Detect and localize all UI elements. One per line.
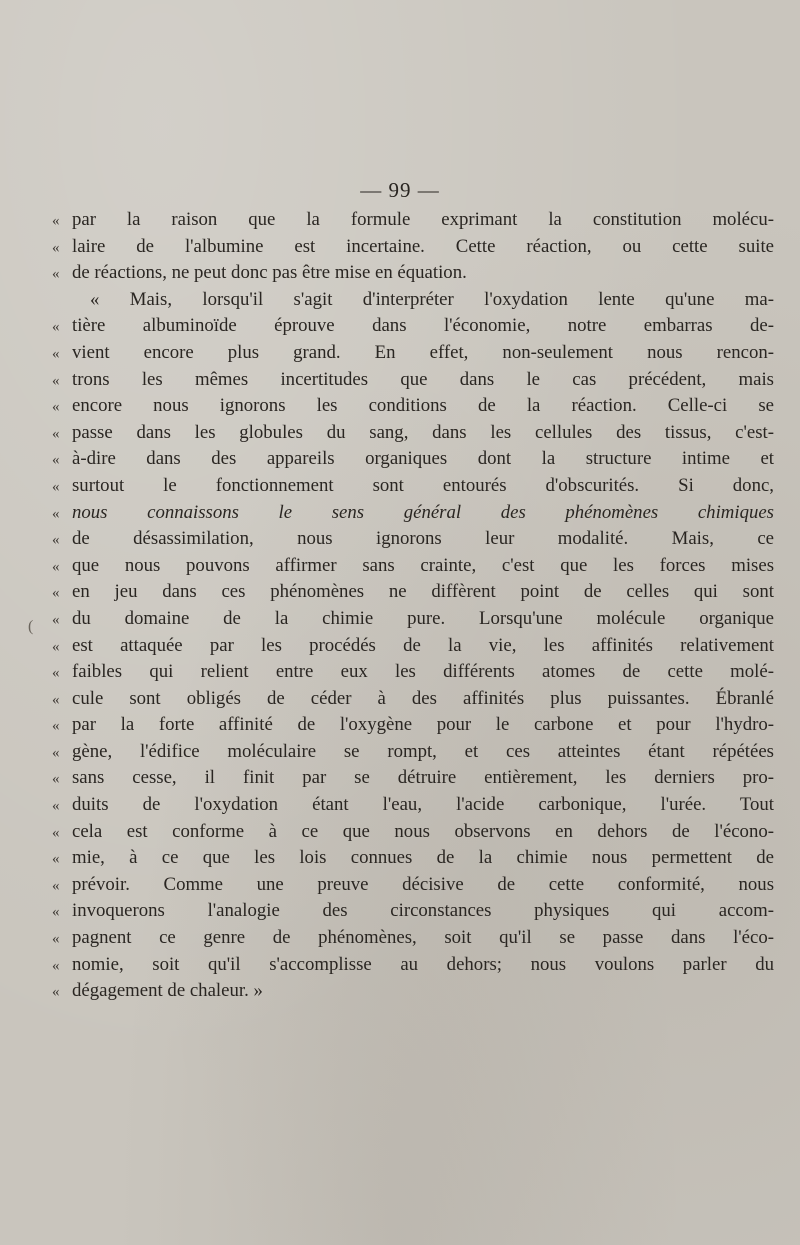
quote-mark: « <box>52 771 60 788</box>
line-text: nous connaissons le sens général des phénomènes chimiques <box>72 501 774 523</box>
quote-mark: « <box>52 665 60 682</box>
text-line <box>52 260 774 287</box>
text-line <box>52 925 774 952</box>
line-text: surtout le fonctionnement sont entourés d'obscurités. Si donc, <box>72 474 774 496</box>
line-text: encore nous ignorons les conditions de la réaction. Celle-ci se <box>72 395 774 417</box>
text-line <box>52 393 774 420</box>
text-line <box>52 978 774 1005</box>
line-text: prévoir. Comme une preuve décisive de cette conformité, nous <box>72 873 774 895</box>
line-text: de réactions, ne peut donc pas être mise en équation. <box>72 262 467 284</box>
line-text: invoquerons l'analogie des circonstances physiques qui accom- <box>72 900 774 922</box>
text-line <box>52 765 774 792</box>
quote-mark: « <box>52 638 60 655</box>
line-text: cule sont obligés de céder à des affinités plus puissantes. Ébranlé <box>72 687 774 709</box>
text-line <box>52 898 774 925</box>
text-line <box>52 845 774 872</box>
line-text: faibles qui relient entre eux les différents atomes de cette molé- <box>72 661 774 683</box>
quote-mark: « <box>52 957 60 974</box>
line-text: nomie, soit qu'il s'accomplisse au dehors; nous voulons parler du <box>72 953 774 975</box>
text-line <box>52 473 774 500</box>
margin-mark: ( <box>28 618 34 635</box>
text-line <box>52 367 774 394</box>
line-text: en jeu dans ces phénomènes ne diffèrent point de celles qui sont <box>72 581 774 603</box>
line-text: duits de l'oxydation étant l'eau, l'acide carbonique, l'urée. Tout <box>72 794 774 816</box>
line-text: vient encore plus grand. En effet, non-seulement nous rencon- <box>72 341 774 363</box>
line-text: cela est conforme à ce que nous observons en dehors de l'écono- <box>72 820 774 842</box>
text-line <box>52 659 774 686</box>
quote-mark: « <box>52 266 60 283</box>
quote-mark: « <box>52 931 60 948</box>
line-text: du domaine de la chimie pure. Lorsqu'une molécule organique <box>72 607 774 629</box>
text-line <box>52 686 774 713</box>
text-line <box>52 500 774 527</box>
text-line <box>52 420 774 447</box>
text-line <box>52 606 774 633</box>
quote-mark: « <box>52 452 60 469</box>
text-line <box>52 553 774 580</box>
quote-mark: « <box>52 691 60 708</box>
quote-mark: « <box>52 718 60 735</box>
quote-mark: « <box>52 744 60 761</box>
text-line <box>52 819 774 846</box>
text-line <box>52 579 774 606</box>
text-line <box>52 446 774 473</box>
line-text: par la raison que la formule exprimant la constitution molécu- <box>72 209 774 230</box>
quote-mark: « <box>52 611 60 628</box>
line-text: que nous pouvons affirmer sans crainte, c'est que les forces mises <box>72 554 774 576</box>
text-line <box>52 712 774 739</box>
quote-mark: « <box>52 239 60 256</box>
quote-mark: « <box>52 478 60 495</box>
quote-mark: « <box>52 558 60 575</box>
line-text: trons les mêmes incertitudes que dans le cas précédent, mais <box>72 368 774 390</box>
quote-mark: « <box>52 798 60 815</box>
text-line <box>52 340 774 367</box>
quote-mark: « <box>52 824 60 841</box>
text-line <box>52 287 774 314</box>
line-text: gène, l'édifice moléculaire se rompt, et ces atteintes étant répétées <box>72 740 774 762</box>
text-line <box>52 526 774 553</box>
text-line <box>52 872 774 899</box>
quote-mark: « <box>52 319 60 336</box>
line-text: laire de l'albumine est incertaine. Cette réaction, ou cette suite <box>72 235 774 257</box>
quote-mark: « <box>52 532 60 549</box>
line-text: par la forte affinité de l'oxygène pour le carbone et pour l'hydro- <box>72 714 774 736</box>
line-text: tière albuminoïde éprouve dans l'économie, notre embarras de- <box>72 315 774 337</box>
quote-mark: « <box>52 505 60 522</box>
text-line <box>52 792 774 819</box>
line-text: de désassimilation, nous ignorons leur modalité. Mais, ce <box>72 528 774 550</box>
line-text: est attaquée par les procédés de la vie, les affinités relativement <box>72 634 774 656</box>
quote-mark: « <box>52 877 60 894</box>
line-text: mie, à ce que les lois connues de la chimie nous permettent de <box>72 847 774 869</box>
quote-mark: « <box>52 904 60 921</box>
line-text: « Mais, lorsqu'il s'agit d'interpréter l'oxydation lente qu'une ma- <box>90 288 774 310</box>
text-line <box>52 952 774 979</box>
quote-mark: « <box>52 213 60 229</box>
line-text: sans cesse, il finit par se détruire entièrement, les derniers pro- <box>72 767 774 789</box>
line-text: à-dire dans des appareils organiques dont la structure intime et <box>72 448 774 470</box>
quote-mark: « <box>52 984 60 1001</box>
text-line <box>52 739 774 766</box>
text-line <box>52 234 774 261</box>
body-text <box>52 207 774 1005</box>
quote-mark: « <box>52 372 60 389</box>
text-line <box>52 207 774 234</box>
text-line <box>52 313 774 340</box>
quote-mark: « <box>52 425 60 442</box>
text-line <box>52 633 774 660</box>
quote-mark: « <box>52 345 60 362</box>
line-text: passe dans les globules du sang, dans les cellules des tissus, c'est- <box>72 421 774 443</box>
page-number: — 99 — <box>360 178 440 202</box>
quote-mark: « <box>52 585 60 602</box>
line-text: pagnent ce genre de phénomènes, soit qu'il se passe dans l'éco- <box>72 927 774 949</box>
line-text: dégagement de chaleur. » <box>72 980 263 1002</box>
quote-mark: « <box>52 851 60 868</box>
quote-mark: « <box>52 399 60 416</box>
